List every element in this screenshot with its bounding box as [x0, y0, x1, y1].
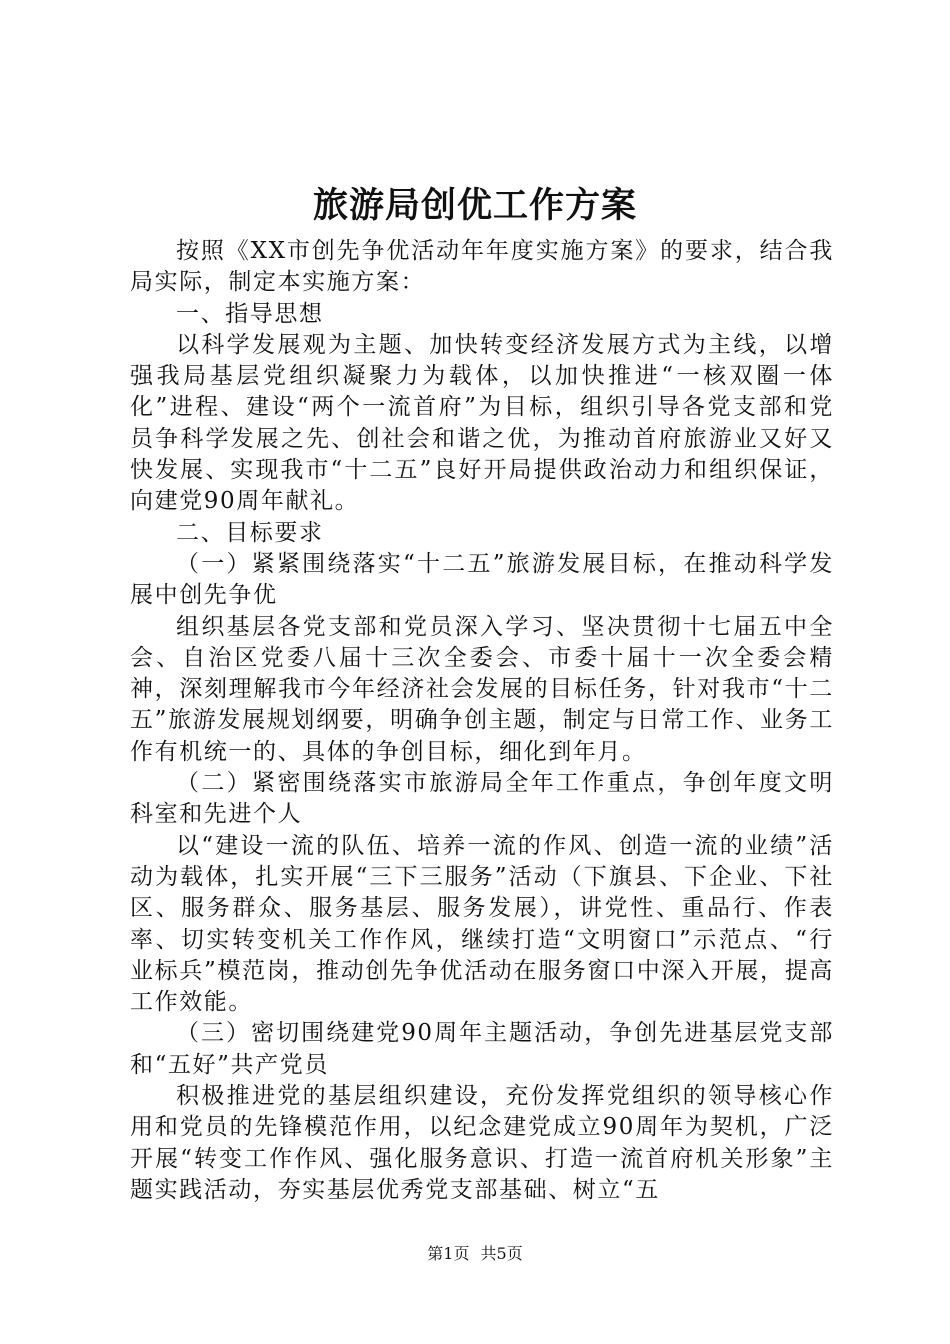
paragraph-guiding-ideology: 以科学发展观为主题、加快转变经济发展方式为主线，以增强我局基层党组织凝聚力为载体，以加快推进“一核双圈一体化”进程、建设“两个一流首府”为目标，组织引导各党支部和党员争科学发展之先、创社会和谐之优，为推动首府旅游业又好又快发展、实现我市“十二五”良好开局提供政治动力和组织保证，向建党90周年献礼。 [130, 331, 834, 515]
subheading-goal-1: （一）紧紧围绕落实“十二五”旅游发展目标，在推动科学发展中创先争优 [130, 550, 834, 609]
page-total: 共5页 [480, 1244, 523, 1263]
paragraph-goal-2: 以“建设一流的队伍、培养一流的作风、创造一流的业绩”活动为载体，扎实开展“三下三服务”活动（下旗县、下企业、下社区、服务群众、服务基层、服务发展），讲党性、重品行、作表率、切实转变机关工作作风，继续打造“文明窗口”示范点、“行业标兵”模范岗，推动创先争优活动在服务窗口中深入开展，提高工作效能。 [130, 832, 834, 1016]
document-title: 旅游局创优工作方案 [312, 185, 637, 226]
page-number: 第1页 [427, 1244, 470, 1263]
intro-paragraph: 按照《XX市创先争优活动年年度实施方案》的要求，结合我局实际，制定本实施方案： [130, 238, 834, 296]
subheading-goal-3: （三）密切围绕建党90周年主题活动，争创先进基层党支部和“五好”共产党员 [130, 1020, 834, 1078]
document-body [130, 236, 834, 1206]
paragraph-goal-1: 组织基层各党支部和党员深入学习、坚决贯彻十七届五中全会、自治区党委八届十三次全委会、市委十届十一次全委会精神，深刻理解我市今年经济社会发展的目标任务，针对我市“十二五”旅游发展规划纲要，明确争创主题，制定与日常工作、业务工作有机统一的、具体的争创目标，细化到年月。 [130, 613, 834, 765]
paragraph-goal-3: 积极推进党的基层组织建设，充份发挥党组织的领导核心作用和党员的先锋模范作用，以纪念建党成立90周年为契机，广泛开展“转变工作作风、强化服务意识、打造一流首府机关形象”主题实践活动，夯实基层优秀党支部基础、树立“五 [130, 1083, 834, 1203]
section-heading-guiding-ideology: 一、指导思想 [176, 300, 324, 327]
section-heading-goals: 二、目标要求 [176, 519, 324, 546]
subheading-goal-2: （二）紧密围绕落实市旅游局全年工作重点，争创年度文明科室和先进个人 [130, 770, 834, 828]
page-footer [0, 1242, 950, 1266]
